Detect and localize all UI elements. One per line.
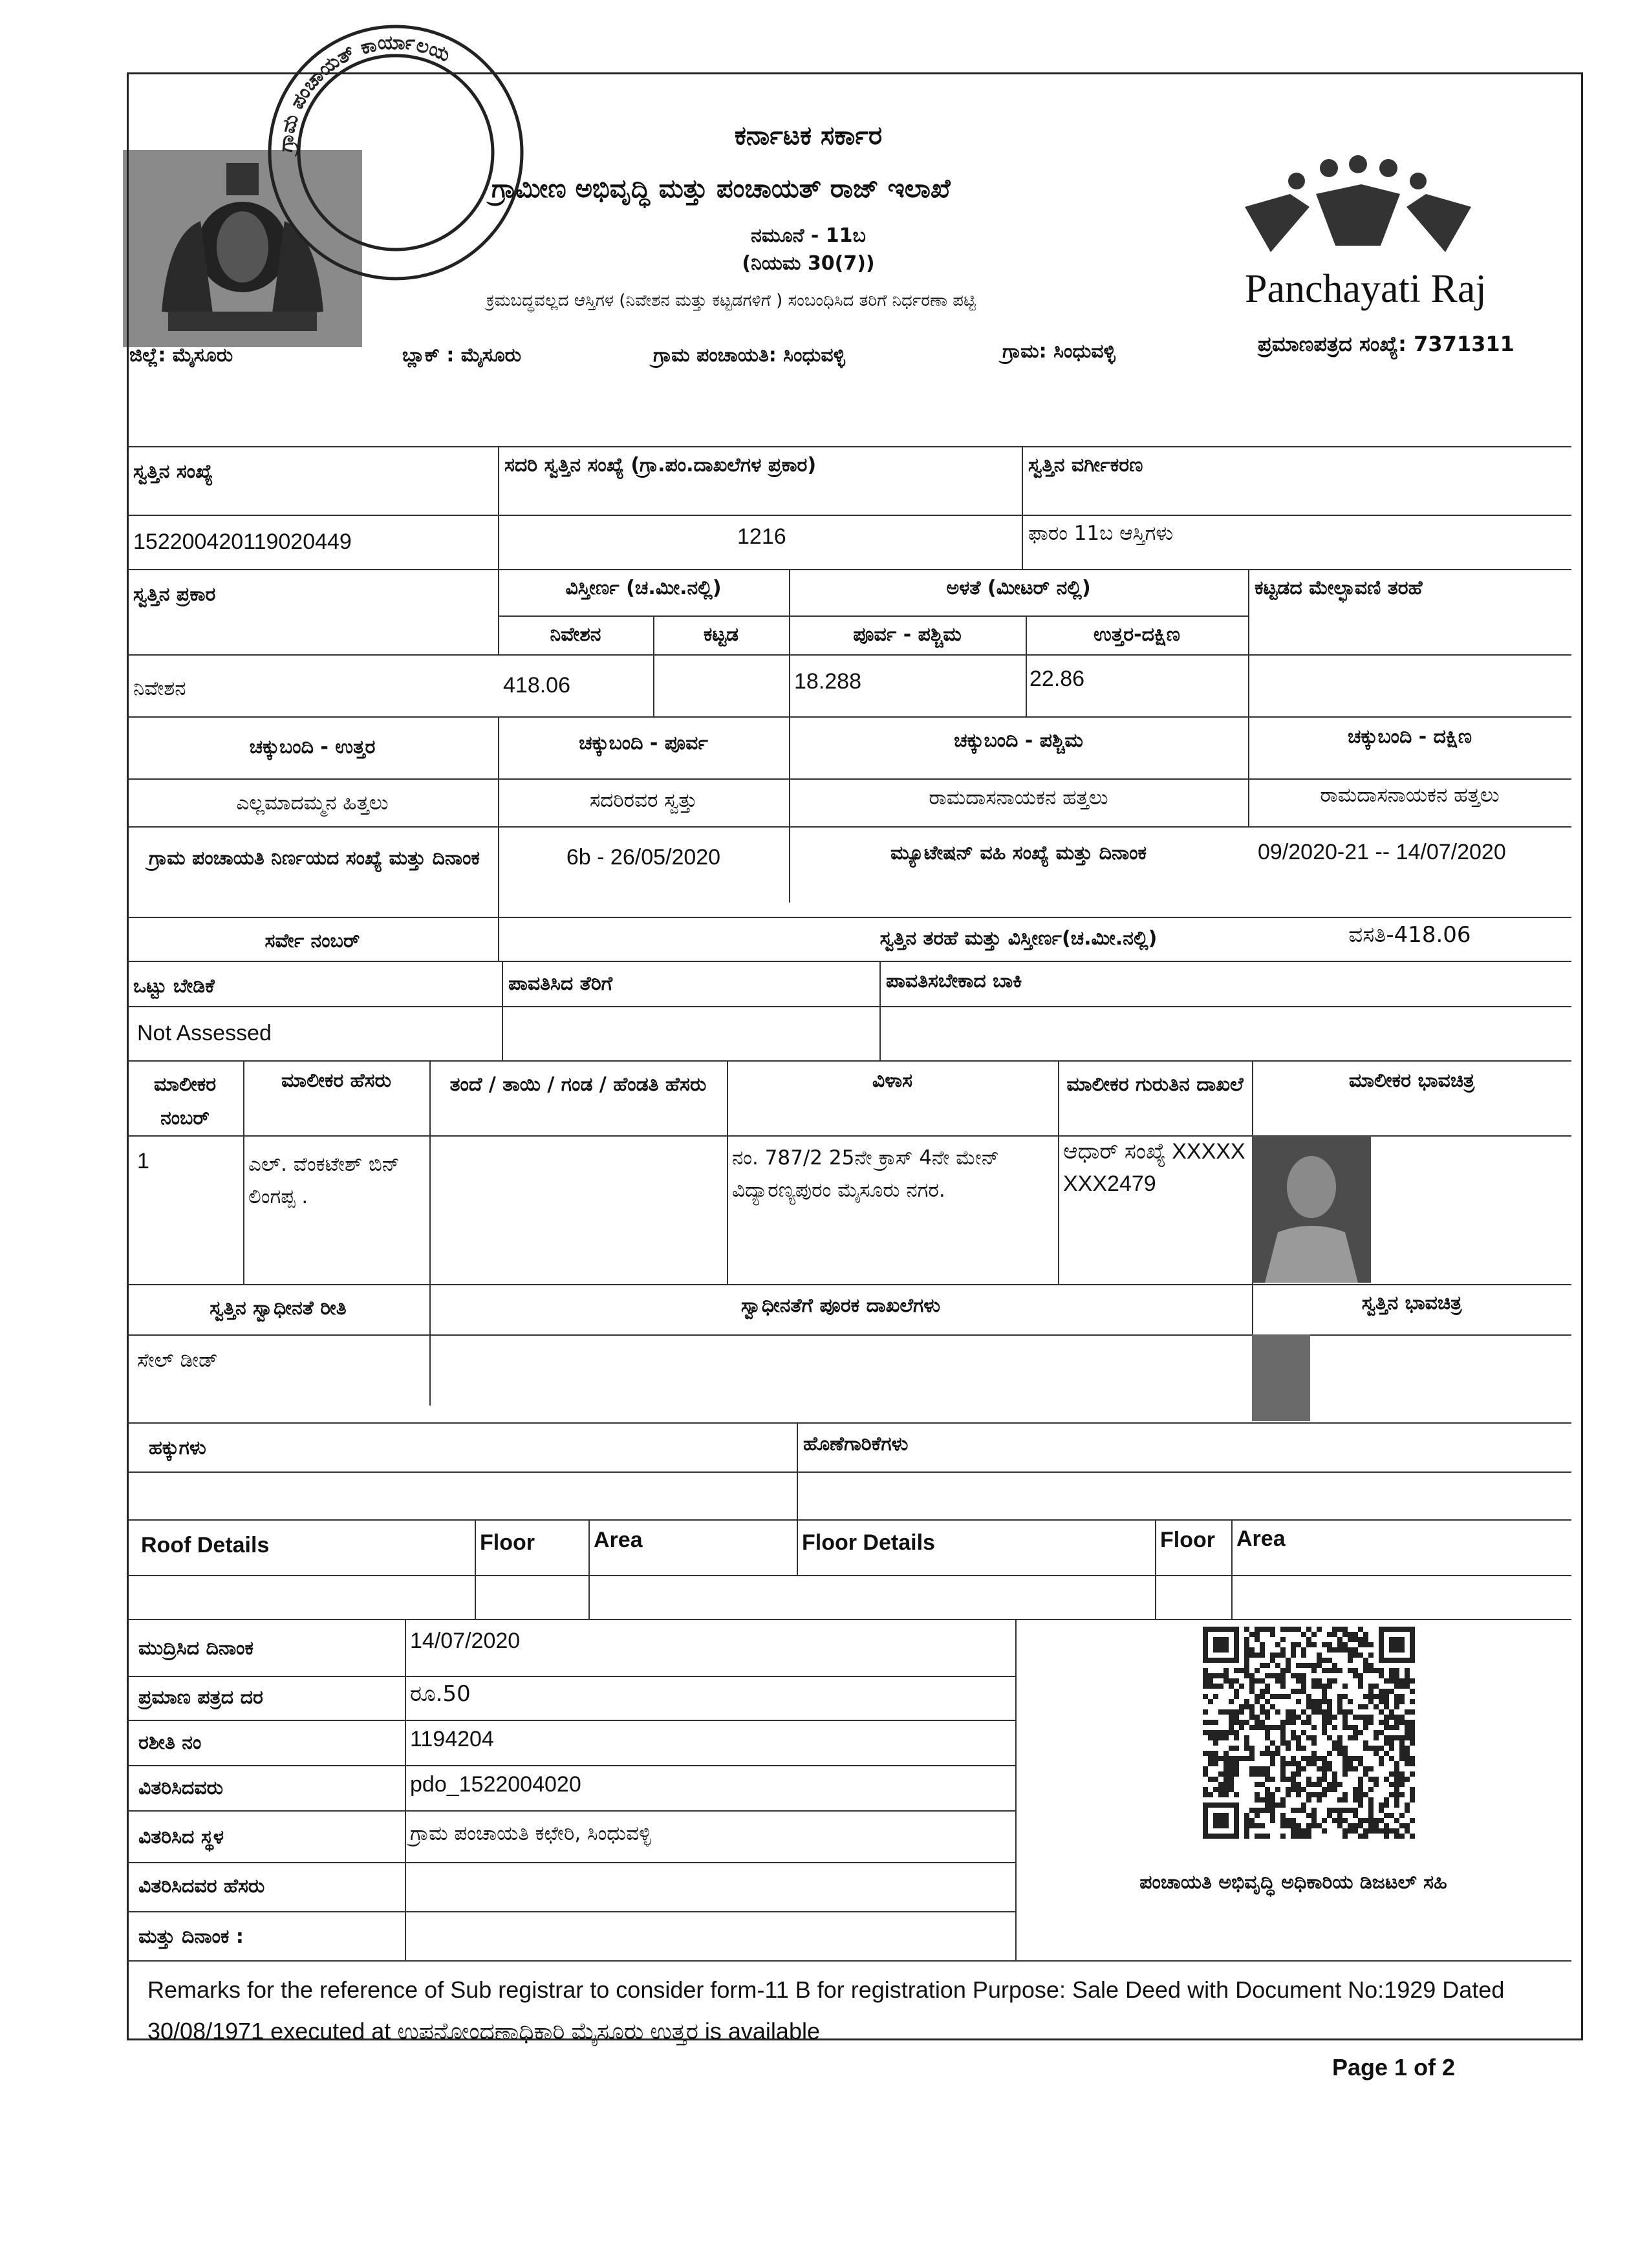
certificate-number: ಪ್ರಮಾಣಪತ್ರದ ಸಂಖ್ಯೆ: 7371311: [1258, 332, 1514, 356]
area-site-value: 418.06: [503, 673, 570, 698]
property-id-value: 152200420119020449: [133, 530, 352, 554]
owner-photo: [1252, 1135, 1371, 1283]
printed-date-value: 14/07/2020: [410, 1629, 521, 1653]
boundary-east-label: ಚಕ್ಕುಬಂದಿ - ಪೂರ್ವ: [579, 732, 708, 754]
issue-place-label: ವಿತರಿಸಿದ ಸ್ಥಳ: [138, 1826, 224, 1848]
district: ಜಿಲ್ಲೆ: ಮೈಸೂರು: [129, 344, 233, 367]
ownership-mode-label: ಸ್ವತ್ತಿನ ಸ್ವಾಧೀನತೆ ರೀತಿ: [210, 1297, 347, 1320]
ownership-mode-value: ಸೇಲ್ ಡೀಡ್: [137, 1349, 218, 1372]
floor-area-header: Area: [1236, 1526, 1286, 1551]
owner-number-label: ಮಾಲೀಕರ ನಂಬರ್: [153, 1073, 217, 1129]
north-south-value: 22.86: [1029, 667, 1085, 691]
total-demand-value: Not Assessed: [137, 1021, 272, 1045]
village: ಗ್ರಾಮ: ಸಿಂಧುವಳ್ಳಿ: [1002, 340, 1116, 363]
boundary-west-value: ರಾಮದಾಸನಾಯಕನ ಹತ್ತಲು: [929, 786, 1108, 809]
boundary-north-label: ಚಕ್ಕುಬಂದಿ - ಉತ್ತರ: [249, 736, 376, 758]
boundary-north-value: ಎಲ್ಲಮಾದಮ್ಮನ ಹಿತ್ತಲು: [236, 791, 389, 815]
property-class-label: ಸ್ವತ್ತಿನ ವರ್ಗೀಕರಣ: [1028, 454, 1143, 476]
block: ಬ್ಲಾಕ್ : ಮೈಸೂರು: [402, 344, 522, 367]
owner-name-label: ಮಾಲೀಕರ ಹೆಸರು: [281, 1069, 391, 1092]
area-building-label: ಕಟ್ಟಡ: [703, 623, 739, 646]
qr-code: [1198, 1621, 1420, 1854]
department-title: ಗ್ರಾಮೀಣ ಅಭಿವೃದ್ಧಿ ಮತ್ತು ಪಂಚಾಯತ್ ರಾಜ್ ಇಲಾಖೆ: [491, 174, 951, 204]
owner-relation-label: ತಂದೆ / ತಾಯಿ / ಗಂಡ / ಹೆಂಡತಿ ಹೆಸರು: [449, 1073, 707, 1096]
form-subtitle: ಕ್ರಮಬದ್ಧವಲ್ಲದ ಆಸ್ತಿಗಳ (ನಿವೇಶನ ಮತ್ತು ಕಟ್ಟಡಗಳಿಗೆ ) ಸಂಬಂಧಿಸಿದ ತರಿಗೆ ನಿರ್ಧರಣಾ ಪಟ್ಟಿ: [486, 291, 976, 310]
boundary-west-label: ಚಕ್ಕುಬಂದಿ - ಪಶ್ಚಿಮ: [954, 729, 1083, 752]
roof-type-label: ಕಟ್ಟಡದ ಮೇಲ್ಛಾವಣಿ ತರಹೆ: [1255, 577, 1423, 599]
property-id-label: ಸ್ವತ್ತಿನ ಸಂಖ್ಯೆ: [133, 460, 213, 483]
rule-number: (ನಿಯಮ 30(7)): [742, 252, 875, 275]
printed-date-label: ಮುದ್ರಿಸಿದ ದಿನಾಂಕ: [138, 1637, 253, 1660]
issuer-name-label: ವಿತರಿಸಿದವರ ಹೆಸರು: [138, 1875, 265, 1898]
svg-text:ಗ್ರಾಮ ಪಂಚಾಯತ್ ಕಾರ್ಯಾಲಯ: ಗ್ರಾಮ ಪಂಚಾಯತ್ ಕಾರ್ಯಾಲಯ: [274, 31, 454, 153]
owner-address-label: ವಿಳಾಸ: [872, 1069, 913, 1092]
area-site-label: ನಿವೇಶನ: [550, 623, 601, 646]
balance-due-label: ಪಾವತಿಸಬೇಕಾದ ಬಾಕಿ: [886, 970, 1022, 992]
issued-by-value: pdo_1522004020: [410, 1772, 581, 1797]
east-west-label: ಪೂರ್ವ - ಪಶ್ಚಿಮ: [853, 623, 962, 646]
floor-details-header: Floor Details: [802, 1530, 935, 1555]
gp-number-label: ಸದರಿ ಸ್ವತ್ತಿನ ಸಂಖ್ಯೆ (ಗ್ರಾ.ಪಂ.ದಾಖಲೆಗಳ ಪ್ರಕಾರ): [504, 454, 817, 476]
mutation-label: ಮ್ಯೂಟೇಷನ್ ವಹಿ ಸಂಖ್ಯೆ ಮತ್ತು ದಿನಾಂಕ: [890, 842, 1147, 864]
receipt-number-label: ರಶೀತಿ ನಂ: [138, 1731, 202, 1754]
resolution-value: 6b - 26/05/2020: [566, 845, 721, 870]
liabilities-label: ಹೊಣೆಗಾರಿಕೆಗಳು: [803, 1433, 909, 1455]
property-photo-label: ಸ್ವತ್ತಿನ ಭಾವಚಿತ್ರ: [1361, 1292, 1462, 1314]
form-number: ನಮೂನೆ - 11ಬ: [751, 224, 866, 247]
east-west-value: 18.288: [794, 669, 861, 694]
total-demand-label: ಒಟ್ಟು ಬೇಡಿಕೆ: [133, 975, 215, 998]
boundary-south-label: ಚಕ್ಕುಬಂದಿ - ದಕ್ಷಿಣ: [1347, 725, 1472, 748]
owner-id-doc-label: ಮಾಲೀಕರ ಗುರುತಿನ ದಾಖಲೆ: [1066, 1073, 1244, 1096]
boundary-south-value: ರಾಮದಾಸನಾಯಕನ ಹತ್ತಲು: [1320, 784, 1500, 807]
issue-place-value: ಗ್ರಾಮ ಪಂಚಾಯತಿ ಕಛೇರಿ, ಸಿಂಧುವಳ್ಳಿ: [410, 1822, 651, 1845]
area-label: ವಿಸ್ತೀರ್ಣ (ಚ.ಮೀ.ನಲ್ಲಿ): [565, 577, 722, 599]
property-type-label: ಸ್ವತ್ತಿನ ಪ್ರಕಾರ: [133, 583, 216, 606]
roof-details-header: Roof Details: [141, 1533, 270, 1557]
remarks-text: Remarks for the reference of Sub registrar to consider form-11 B for registration Purpose: Sale Deed with Document No:1929 Dated 30/08/1971 executed at ಉಪನೋಂದಣಾಧಿಕಾರಿ ಮೈಸೂರು ಉತ್ತರ is available: [147, 1976, 1505, 2044]
rights-label: ಹಕ್ಕುಗಳು: [149, 1437, 206, 1459]
owner-address-value: ನಂ. 787/2 25ನೇ ಕ್ರಾಸ್ 4ನೇ ಮೇನ್ ವಿದ್ಯಾರಣ್ಯಪುರಂ ಮೈಸೂರು ನಗರ.: [732, 1146, 1000, 1202]
roof-floor-header: Floor: [480, 1530, 535, 1555]
certificate-fee-value: ರೂ.50: [410, 1681, 471, 1707]
asset-type-label: ಸ್ವತ್ತಿನ ತರಹೆ ಮತ್ತು ವಿಸ್ತೀರ್ಣ(ಚ.ಮೀ.ನಲ್ಲಿ): [879, 927, 1158, 950]
property-type-value: ನಿವೇಶನ: [133, 677, 186, 700]
page-number: Page 1 of 2: [1332, 2054, 1456, 2081]
ownership-docs-label: ಸ್ವಾಧೀನತೆಗೆ ಪೂರಕ ದಾಖಲೆಗಳು: [740, 1294, 941, 1317]
mutation-value: 09/2020-21 -- 14/07/2020: [1258, 840, 1506, 864]
tax-paid-label: ಪಾವತಿಸಿದ ತೆರಿಗೆ: [508, 972, 613, 995]
survey-label: ಸರ್ವೇ ನಂಬರ್: [264, 930, 360, 952]
roof-area-header: Area: [594, 1528, 643, 1552]
owner-name-value: ಎಲ್. ವೆಂಕಟೇಶ್ ಬಿನ್ ಲಿಂಗಪ್ಪ .: [248, 1153, 400, 1208]
property-photo: [1252, 1334, 1310, 1421]
floor-floor-header: Floor: [1160, 1528, 1215, 1552]
dimensions-label: ಅಳತೆ (ಮೀಟರ್ ನಲ್ಲಿ): [946, 577, 1091, 599]
boundary-east-value: ಸದರಿರವರ ಸ್ವತ್ತು: [589, 789, 698, 812]
property-class-value: ಫಾರಂ 11ಬ ಆಸ್ತಿಗಳು: [1028, 522, 1174, 545]
owner-number-value: 1: [137, 1149, 149, 1173]
resolution-label: ಗ್ರಾಮ ಪಂಚಾಯತಿ ನಿರ್ಣಯದ ಸಂಖ್ಯೆ ಮತ್ತು ದಿನಾಂಕ: [149, 847, 480, 870]
north-south-label: ಉತ್ತರ-ದಕ್ಷಿಣ: [1094, 623, 1180, 646]
gram-panchayat: ಗ್ರಾಮ ಪಂಚಾಯತಿ: ಸಿಂಧುವಳ್ಳಿ: [653, 344, 845, 367]
certificate-fee-label: ಪ್ರಮಾಣ ಪತ್ರದ ದರ: [138, 1686, 263, 1709]
issued-by-label: ವಿತರಿಸಿದವರು: [138, 1777, 224, 1799]
digital-signature-label: ಪಂಚಾಯತಿ ಅಭಿವೃದ್ಧಿ ಅಧಿಕಾರಿಯ ಡಿಜಟಲ್ ಸಹಿ: [1139, 1871, 1447, 1894]
gp-number-value: 1216: [737, 524, 786, 549]
receipt-number-value: 1194204: [410, 1727, 494, 1751]
govt-title: ಕರ್ನಾಟಕ ಸರ್ಕಾರ: [734, 121, 883, 151]
owner-photo-label: ಮಾಲೀಕರ ಭಾವಚಿತ್ರ: [1348, 1069, 1475, 1092]
panchayati-raj-text: Panchayati Raj: [1245, 267, 1487, 311]
owner-id-doc-value: ಆಧಾರ್ ಸಂಖ್ಯೆ XXXXXXXX2479: [1063, 1139, 1245, 1196]
asset-type-value: ವಸತಿ-418.06: [1348, 922, 1471, 948]
issue-date-label: ಮತ್ತು ದಿನಾಂಕ :: [138, 1925, 244, 1948]
